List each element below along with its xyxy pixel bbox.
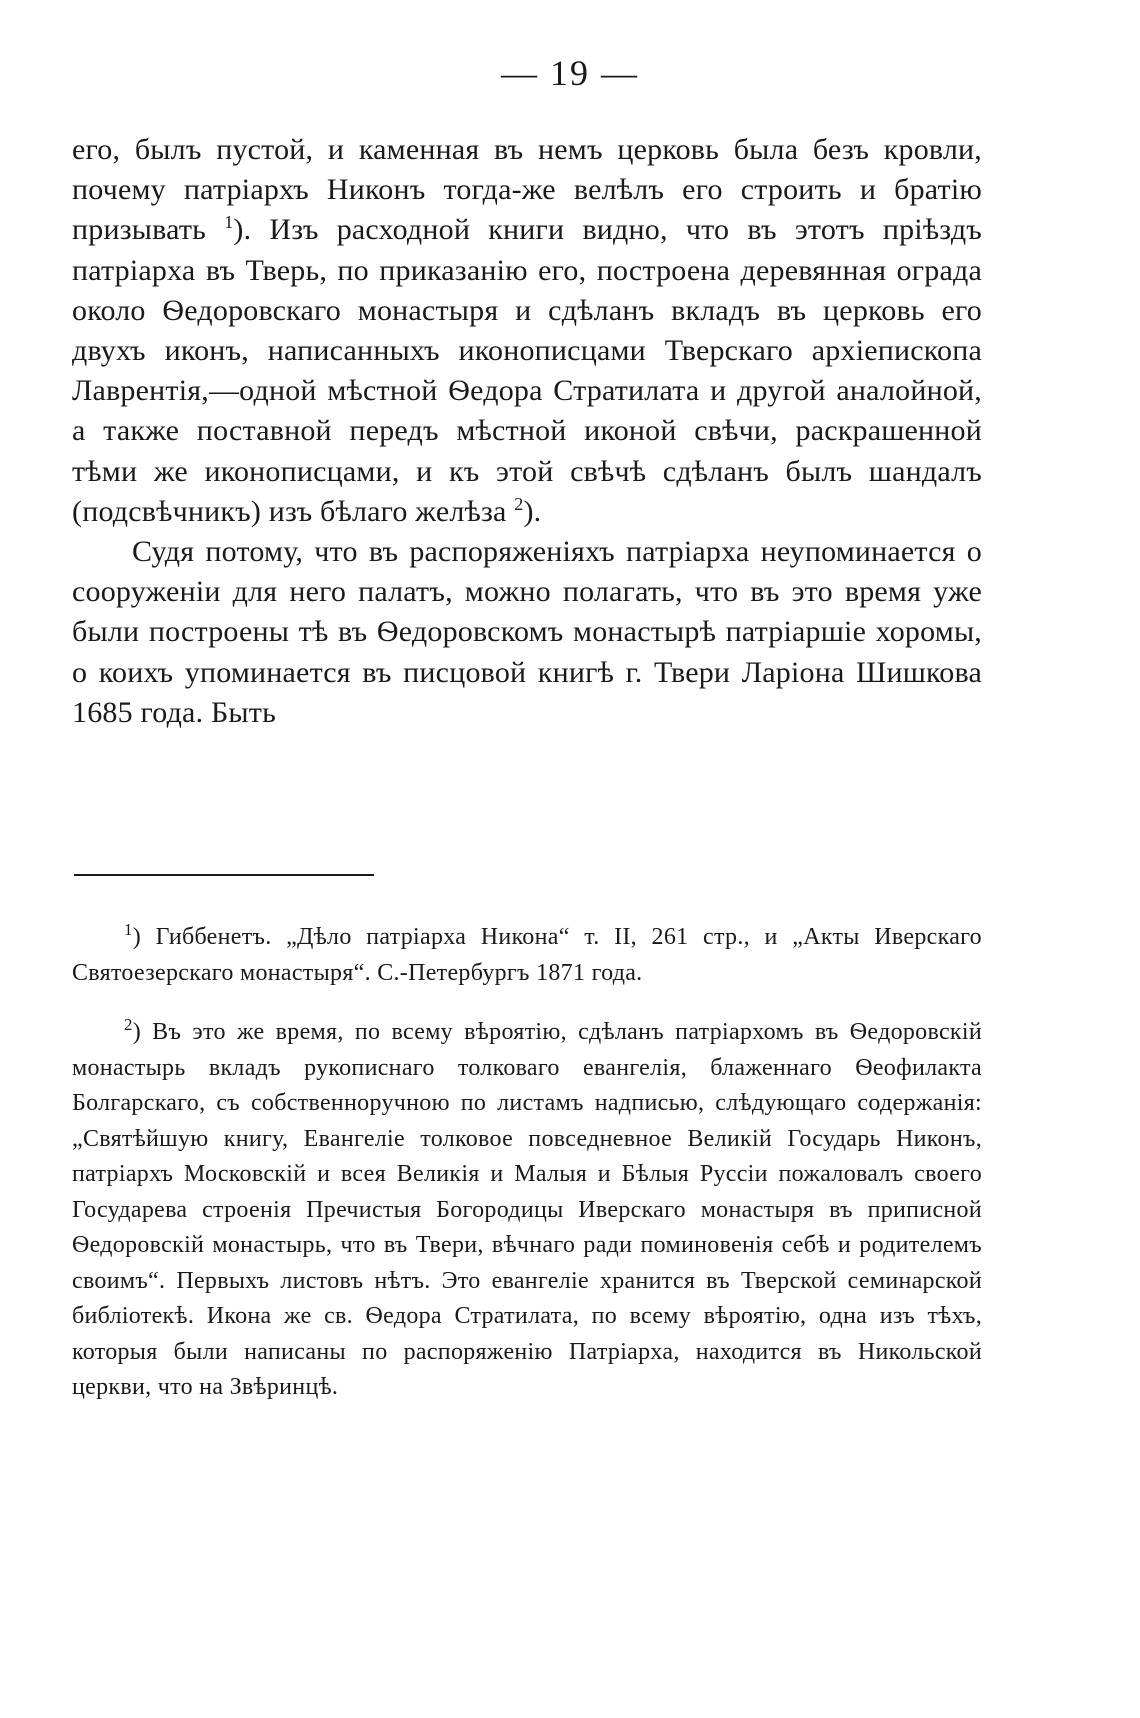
paragraph-1-mid: ). Изъ расходной книги видно, что въ этотъ пріѣздъ патріарха въ Тверь, по приказанію его, построена деревянная ограда около Ѳедоровскаго монастыря и сдѣланъ вкладъ въ церковь его двухъ иконъ, написанныхъ иконописцами Тверскаго архіепископа Лаврентія,—одной мѣстной Ѳедора Стратилата и другой аналойной, а также поставной передъ мѣстной иконой свѣчи, раскрашенной тѣми же иконописцами, и къ этой свѣчѣ сдѣланъ былъ шандалъ (подсвѣчникъ) изъ бѣлаго желѣза [72,213,982,528]
main-text [72,130,982,733]
paragraph-1-main: его, былъ пустой, и каменная въ немъ церковь была безъ кровли, почему патріархъ Никонъ тогда-же велѣлъ его строить и братію призывать [72,133,982,247]
footnote-1-text: ) Гиббенетъ. „Дѣло патріарха Никона“ т. II, 261 стр., и „Акты Иверскаго Святоезерскаго монастыря“. С.-Петербургъ 1871 года. [72,924,982,986]
footnote-ref-2[interactable]: 2 [514,493,524,514]
footnote-1-marker: 1 [124,920,133,939]
footnote-2 [72,1015,982,1406]
paragraph-1-end: ). [523,494,542,528]
footnotes [72,920,982,1406]
paragraph-2: Судя потому, что въ распоряженіяхъ патріарха неупоминается о сооруженіи для него палатъ, можно полагать, что въ это время уже были построены тѣ въ Ѳедоровскомъ монастырѣ патріаршіе хоромы, о коихъ упоминается въ писцовой книгѣ г. Твери Ларіона Шишкова 1685 года. Быть [72,535,982,729]
footnote-2-text: ) Въ это же время, по всему вѣроятію, сдѣланъ патріархомъ въ Ѳедоровскій монастырь вкладъ рукописнаго толковаго евангелія, блаженнаго Ѳеофилакта Болгарскаго, съ собственноручною по листамъ надписью, слѣдующаго содержанія: „Святѣйшую книгу, Евангеліе толковое повседневное Великій Государь Никонъ, патріархъ Московскій и всея Великія и Малыя и Бѣлыя Руссіи пожаловалъ своего Государева строенія Пречистыя Богородицы Иверскаго монастыря въ приписной Ѳедоровскій монастырь, что въ Твери, вѣчнаго ради поминовенія себѣ и родителемъ своимъ“. Первыхъ листовъ нѣтъ. Это евангеліе хранится въ Тверской семинарской библіотекѣ. Икона же св. Ѳедора Стратилата, по всему вѣроятію, одна изъ тѣхъ, которыя были написаны по распоряженію Патріарха, находится въ Никольской церкви, что на Звѣринцѣ. [72,1019,982,1400]
page-number: — 19 — [501,53,639,93]
footnote-ref-1[interactable]: 1 [224,212,234,233]
footnote-2-marker: 2 [124,1015,133,1034]
footnote-1 [72,920,982,991]
footnote-divider [74,874,374,876]
paragraph-1 [72,130,982,532]
